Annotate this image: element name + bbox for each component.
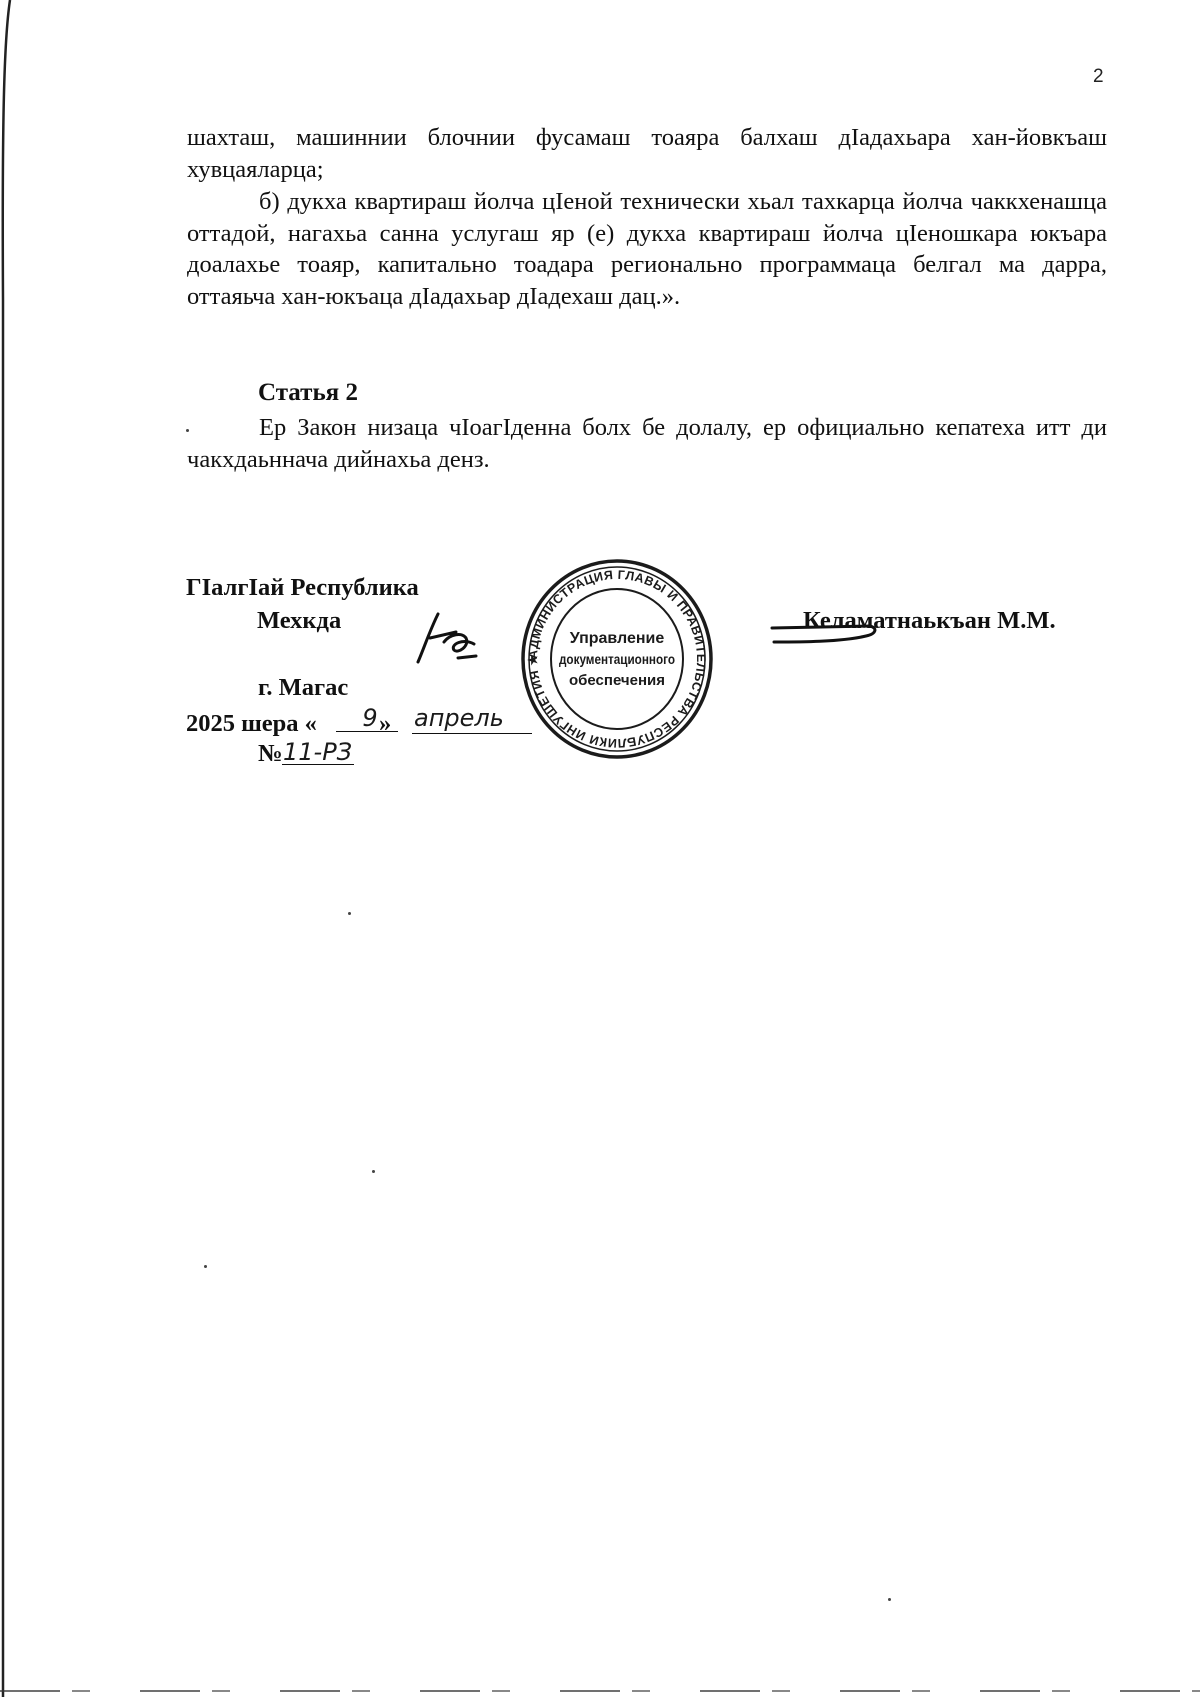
stamp-ring-text: АДМИНИСТРАЦИЯ ГЛАВЫ И ПРАВИТЕЛЬСТВА РЕСПУБЛИКИ ИНГУШЕТИЯ ★ [525,567,709,751]
signature-region: ГӀалгӀай Республика [186,574,419,601]
article-text: Ер Закон низаца чӀоагӀденна болх бе долалу, ер официально кепатеха итт ди чакхдаьннача дийнахьа денз. [187,414,1107,473]
date-prefix: 2025 шера « [186,710,317,737]
official-stamp [520,558,714,760]
signature-position: Мехкда [257,607,342,634]
date-day-underline [336,731,398,732]
signer-name: Келаматнаькъан М.М. [803,607,1056,634]
date-day-handwritten: 9 [362,704,378,732]
stamp-center-line-1: Управление [569,630,665,647]
date-month-handwritten: апрель [414,704,504,732]
scan-speck [348,912,351,915]
stamp-center-line-3: обеспечения [568,672,666,689]
date-close: » [378,710,392,737]
scan-speck [888,1598,891,1601]
article-title: Статья 2 [258,379,358,406]
page-number: 2 [1093,66,1104,87]
number-prefix: № [258,740,283,767]
stamp-center-line-2: документационного [559,651,675,667]
signature-underline-stroke [770,620,880,648]
scan-speck [204,1265,207,1268]
number-underline [282,764,354,765]
number-handwritten: 11-РЗ [283,738,353,766]
scan-edge [0,0,12,1697]
signature-city: г. Магас [258,674,349,701]
body-paragraph-1: шахташ, машиннии блочнии фусамаш тоаяра балхаш дӀадахьара хан-йовкъаш хувцаяларца; [187,124,1107,183]
handwritten-signature [410,608,480,668]
date-month-underline [412,733,532,734]
scan-speck [372,1170,375,1173]
scan-speck [186,429,189,432]
body-paragraph-2: б) дукха квартираш йолча цӀеной технически хьал тахкарца йолча чаккхенашца оттадой, нагахьа санна услугаш яр (е) дукха квартираш йолча цӀеношкара юкъара доалахье тоаяр, капитально тоадара регионально программаца белгал ма дарра, оттаяьча хан-юкъаца дӀадахьар дӀадехаш дац.». [187,188,1107,310]
scan-bottom-edge [0,1690,1200,1692]
signature-number [258,740,283,768]
